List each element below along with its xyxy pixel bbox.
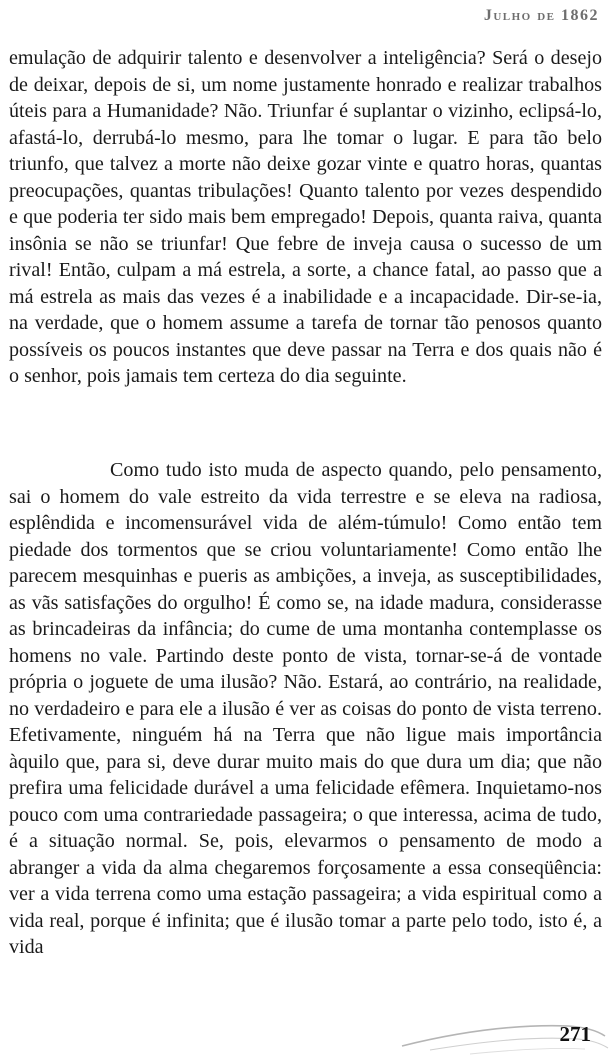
body-paragraph-1: emulação de adquirir talento e desenvolver a inteligência? Será o desejo de deixar, depois de si, um nome justamente honrado e realizar trabalhos úteis para a Humanidade? Não. Triunfar é suplantar o vizinho, eclipsá-lo, afastá-lo, derrubá-lo mesmo, para lhe tomar o lugar. E para tão belo triunfo, que talvez a morte não deixe gozar vinte e quatro horas, quantas preocupações, quantas tribulações! Quanto talento por vezes despendido e que poderia ter sido mais bem empregado! Depois, quanta raiva, quanta insônia se não se triunfar! Que febre de inveja causa o sucesso de um rival! Então, culpam a má estrela, a sorte, a chance fatal, ao passo que a má estrela as mais das vezes é a inabilidade e a incapacidade. Dir-se-ia, na verdade, que o homem assume a tarefa de tornar tão penosos quanto possíveis os poucos instantes que deve passar na Terra e dos quais não é o senhor, pois jamais tem certeza do dia seguinte. [9, 47, 602, 387]
running-header: Julho de 1862 [483, 7, 599, 24]
page-number: 271 [559, 1022, 591, 1046]
body-paragraph-2: Como tudo isto muda de aspecto quando, pelo pensamento, sai o homem do vale estreito da vida terrestre e se eleva na radiosa, esplêndida e incomensurável vida de além-túmulo! Como então tem piedade dos tormentos que se criou voluntariamente! Como então lhe parecem mesquinhas e pueris as ambições, a inveja, as susceptibilidades, as vãs satisfações do orgulho! É como se, na idade madura, considerasse as brincadeiras da infância; do cume de uma montanha contemplasse os homens no vale. Partindo deste ponto de vista, tornar-se-á de vontade própria o joguete de uma ilusão? Não. Estará, ao contrário, na realidade, no verdadeiro e para ele a ilusão é ver as coisas do ponto de vista terreno. Efetivamente, ninguém há na Terra que não ligue mais importância àquilo que, para si, deve durar muito mais do que dura um dia; que não prefira uma felicidade durável a uma felicidade efêmera. Inquietamo-nos pouco com uma contrariedade passageira; o que interessa, acima de tudo, é a situação normal. Se, pois, elevarmos o pensamento de modo a abranger a vida da alma chegaremos forçosamente a essa conseqüência: ver a vida terrena como uma estação passageira; a vida espiritual como a vida real, porque é infinita; que é ilusão tomar a parte pelo todo, isto é, a vida [9, 459, 602, 958]
